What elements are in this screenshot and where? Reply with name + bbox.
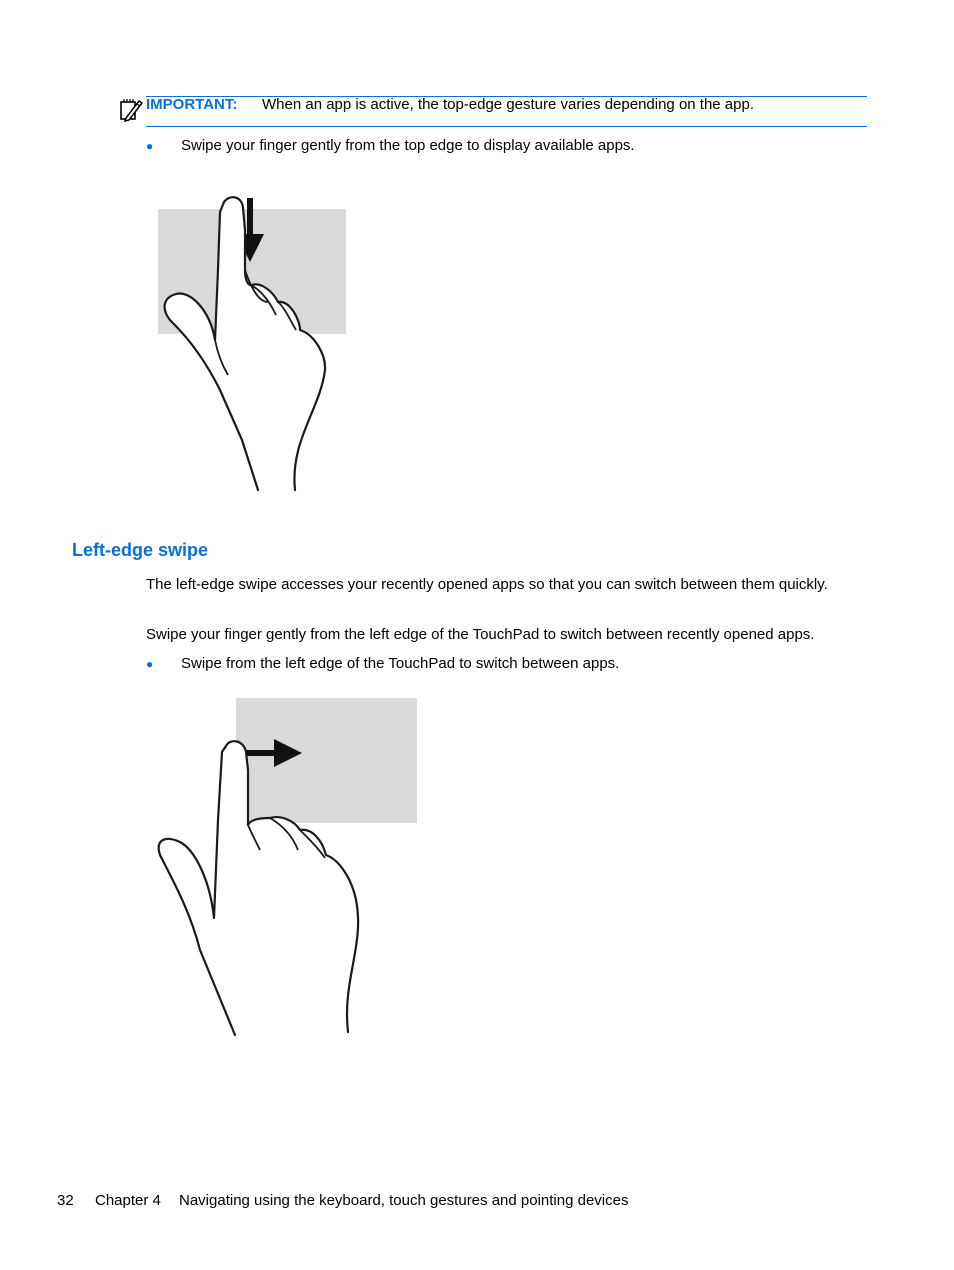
left-edge-paragraph-2: Swipe your finger gently from the left edge of the TouchPad to switch between recently opened apps. [146,626,815,643]
footer-chapter: Chapter 4 [95,1192,161,1209]
note-text: When an app is active, the top-edge gesture varies depending on the app. [262,96,755,113]
left-edge-swipe-illustration [150,690,430,1045]
top-edge-swipe-illustration [150,190,440,495]
top-edge-bullet-text: Swipe your finger gently from the top edge to display available apps. [181,137,635,154]
important-note-icon [118,96,144,122]
section-heading-left-edge-swipe: Left-edge swipe [72,540,209,560]
bullet-icon: ● [146,139,154,153]
footer-chapter-title: Navigating using the keyboard, touch gestures and pointing devices [179,1192,629,1209]
note-label: IMPORTANT: [146,96,238,113]
left-edge-paragraph-1: The left-edge swipe accesses your recently opened apps so that you can switch between them quickly. [146,576,828,593]
page-number: 32 [57,1192,74,1209]
note-bottom-rule [146,126,867,127]
bullet-icon: ● [146,657,154,671]
touchpad-area [236,698,417,823]
left-edge-bullet-text: Swipe from the left edge of the TouchPad to switch between apps. [181,655,620,672]
